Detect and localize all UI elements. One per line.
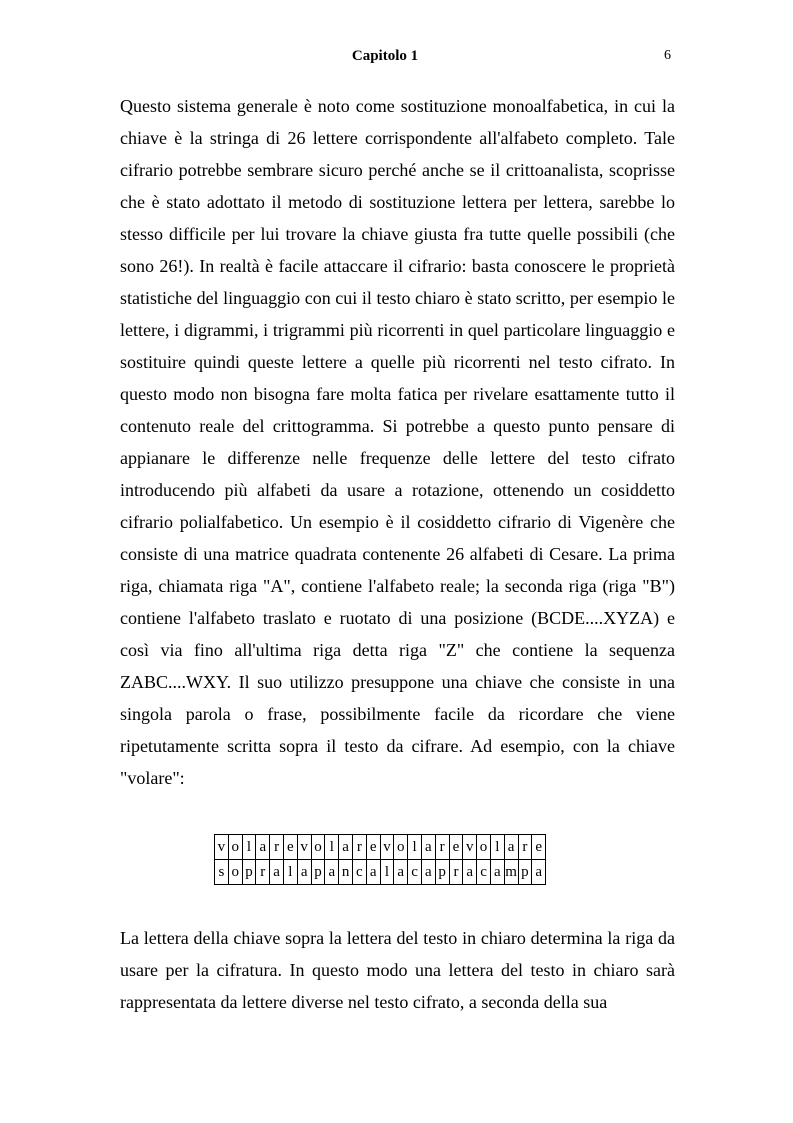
key-cell: r (435, 835, 449, 860)
key-cell: l (325, 835, 339, 860)
key-cell: l (242, 835, 256, 860)
plaintext-row (215, 860, 546, 885)
plaintext-cell: r (256, 860, 270, 885)
page-number: 6 (664, 48, 671, 63)
plaintext-cell: l (380, 860, 394, 885)
plaintext-cell: a (532, 860, 546, 885)
plaintext-cell: a (421, 860, 435, 885)
key-cell: a (504, 835, 518, 860)
plaintext-cell: c (408, 860, 422, 885)
key-cell: a (339, 835, 353, 860)
plaintext-cell: m (504, 860, 518, 885)
key-cell: e (366, 835, 380, 860)
key-cell: o (228, 835, 242, 860)
key-cell: o (477, 835, 491, 860)
plaintext-cell: p (435, 860, 449, 885)
plaintext-cell: p (518, 860, 532, 885)
key-cell: a (256, 835, 270, 860)
chapter-title: Capitolo 1 (351, 48, 419, 64)
key-cell: r (270, 835, 284, 860)
key-cell: o (311, 835, 325, 860)
key-cell: v (463, 835, 477, 860)
key-cell: v (380, 835, 394, 860)
plaintext-cell: a (463, 860, 477, 885)
key-cell: r (352, 835, 366, 860)
key-row (215, 835, 546, 860)
key-cell: a (421, 835, 435, 860)
body-paragraph-1: Questo sistema generale è noto come sostituzione monoalfabetica, in cui la chiave è la stringa di 26 lettere corrispondente all'alfabeto completo. Tale cifrario potrebbe sembrare sicuro perché anche se il crittoanalista, scoprisse che è stato adottato il metodo di sostituzione lettera per lettera, sarebbe lo stesso difficile per lui trovare la chiave giusta fra tutte quelle possibili (che sono 26!). In realtà è facile attaccare il cifrario: basta conoscere le proprietà statistiche del linguaggio con cui il testo chiaro è stato scritto, per esempio le lettere, i digrammi, i trigrammi più ricorrenti in quel particolare linguaggio e sostituire quindi queste lettere a quelle più ricorrenti nel testo cifrato. In questo modo non bisogna fare molta fatica per rivelare esattamente tutto il contenuto reale del crittogramma. Si potrebbe a questo punto pensare di appianare le differenze nelle frequenze delle lettere del testo cifrato introducendo più alfabeti da usare a rotazione, ottenendo un cosiddetto cifrario polialfabetico. Un esempio è il cosiddetto cifrario di Vigenère che consiste di una matrice quadrata contenente 26 alfabeti di Cesare. La prima riga, chiamata riga "A", contiene l'alfabeto reale; la seconda riga (riga "B") contiene l'alfabeto traslato e ruotato di una posizione (BCDE....XYZA) e così via fino all'ultima riga detta riga "Z" che contiene la sequenza ZABC....WXY. Il suo utilizzo presuppone una chiave che consiste in una singola parola o frase, possibilmente facile da ricordare che viene ripetutamente scritta sopra il testo da cifrare. Ad esempio, con la chiave "volare": (120, 96, 675, 788)
plaintext-cell: c (352, 860, 366, 885)
plaintext-cell: l (283, 860, 297, 885)
plaintext-cell: s (215, 860, 229, 885)
plaintext-cell: a (366, 860, 380, 885)
vigenere-example-table (214, 834, 546, 885)
key-cell: e (532, 835, 546, 860)
key-cell: v (297, 835, 311, 860)
plaintext-cell: r (449, 860, 463, 885)
plaintext-cell: a (490, 860, 504, 885)
plaintext-cell: p (242, 860, 256, 885)
key-cell: l (490, 835, 504, 860)
plaintext-cell: c (477, 860, 491, 885)
key-cell: e (283, 835, 297, 860)
plaintext-cell: a (270, 860, 284, 885)
key-cell: l (408, 835, 422, 860)
key-cell: v (215, 835, 229, 860)
key-cell: e (449, 835, 463, 860)
plaintext-cell: a (297, 860, 311, 885)
plaintext-cell: p (311, 860, 325, 885)
plaintext-cell: a (325, 860, 339, 885)
plaintext-cell: n (339, 860, 353, 885)
plaintext-cell: o (228, 860, 242, 885)
key-cell: r (518, 835, 532, 860)
plaintext-cell: a (394, 860, 408, 885)
key-cell: o (394, 835, 408, 860)
body-paragraph-2: La lettera della chiave sopra la lettera del testo in chiaro determina la riga da usare per la cifratura. In questo modo una lettera del testo in chiaro sarà rappresentata da lettere diverse nel testo cifrato, a seconda della sua (120, 928, 675, 1012)
